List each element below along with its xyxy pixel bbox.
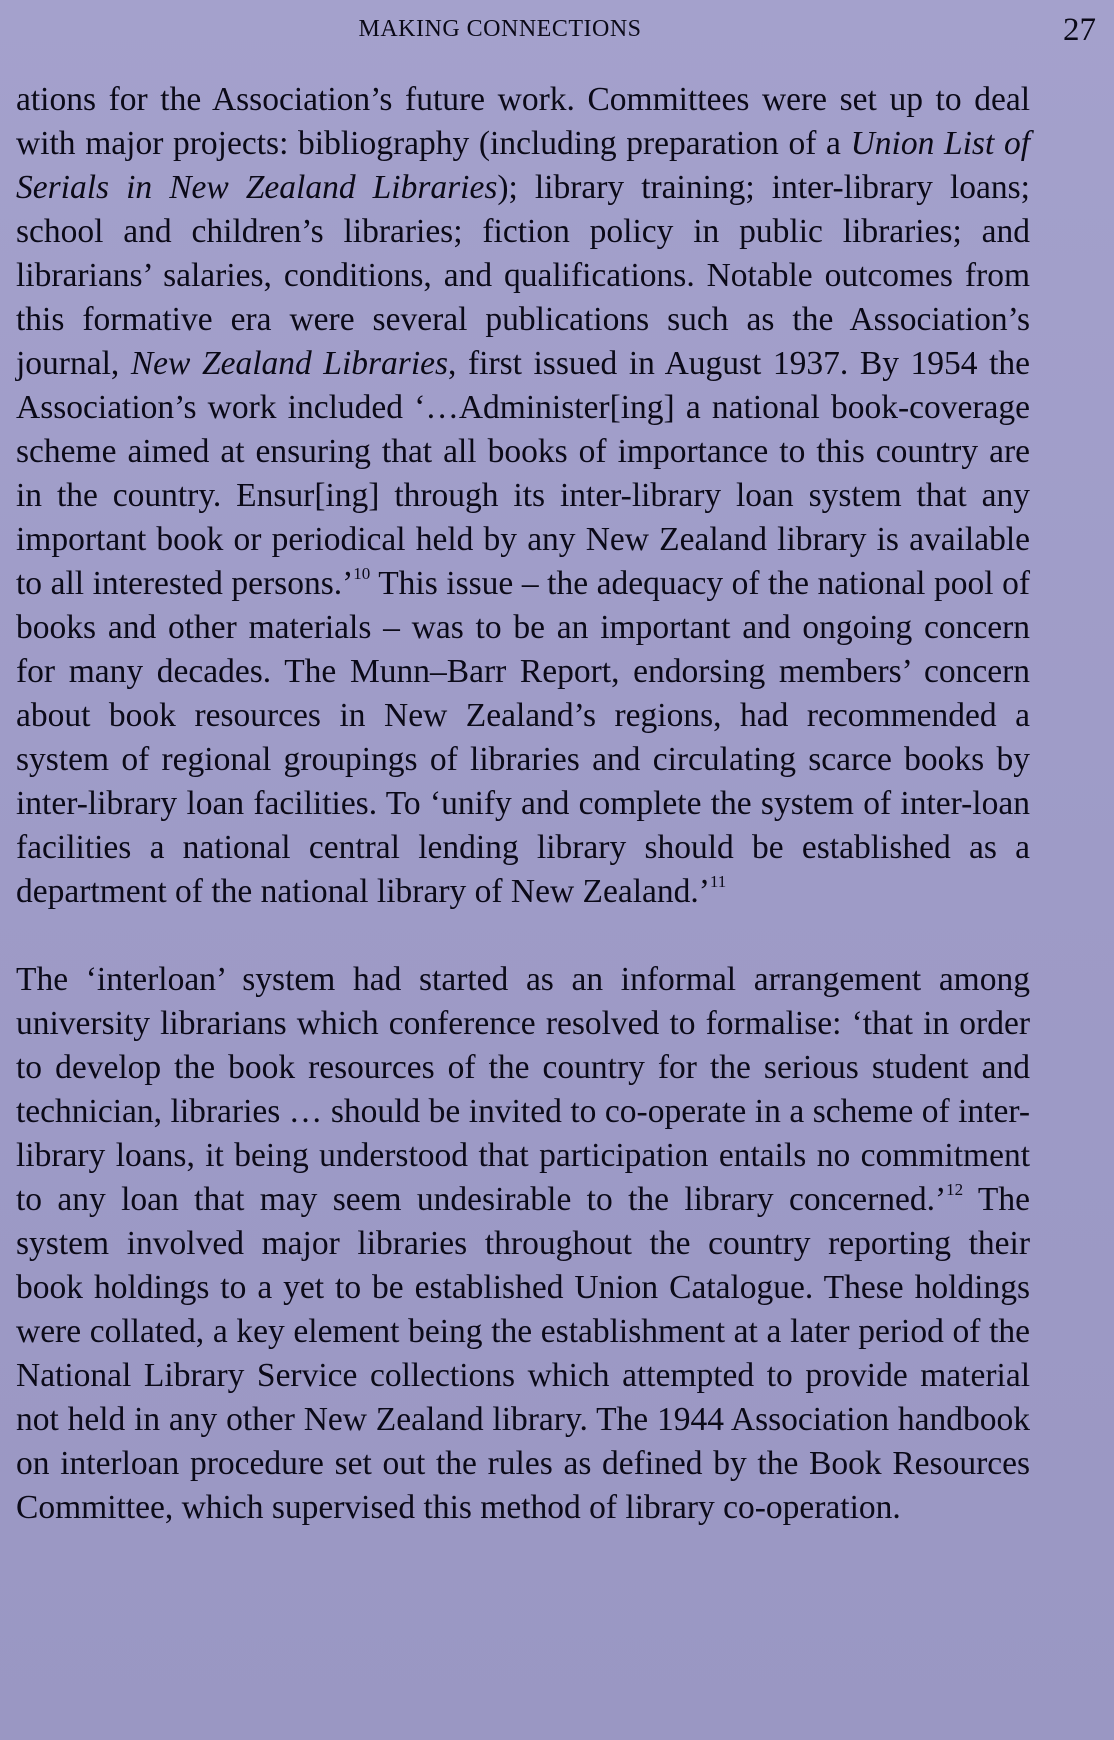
running-head: MAKING CONNECTIONS (358, 16, 642, 42)
paragraph-1 (16, 78, 1030, 914)
text-run: The ‘interloan’ system had started as an informal arrangement among university librarians which conference resolved to formalise: ‘that in order to develop the book resources of the country for the serious student and technician, libraries … should be invited to co-operate in a scheme of inter-library loans, it being understood that participation entails no commitment to any loan that may seem undesirable to the library concerned.’ (16, 961, 1030, 1218)
text-run: This issue – the adequacy of the national pool of books and other materials – was to be an important and ongoing concern for many decades. The Munn–Barr Report, endorsing members’ concern about book resources in New Zealand’s regions, had recommended a system of regional groupings of libraries and circulating scarce books by inter-library loan facilities. To ‘unify and complete the system of inter-loan facilities a national central lending library should be established as a department of the national library of New Zealand.’ (16, 565, 1030, 910)
italic-title-union-list: Union List of Serials in New Zealand Libraries (16, 125, 1030, 206)
footnote-ref-12: 12 (946, 1180, 964, 1199)
body-text (16, 78, 1030, 1530)
text-run: The system involved major libraries throughout the country reporting their book holdings to a yet to be established Union Catalogue. These holdings were collated, a key element being the establishment at a later period of the National Library Service collections which attempted to provide material not held in any other New Zealand library. The 1944 Association handbook on interloan procedure set out the rules as defined by the Book Resources Committee, which supervised this method of library co-operation. (16, 1181, 1030, 1526)
italic-title-journal: New Zealand Libraries (130, 345, 449, 382)
footnote-ref-10: 10 (353, 564, 371, 583)
paragraph-2 (16, 958, 1030, 1530)
text-run: ); library training; inter-library loans; school and children’s libraries; fiction policy in public libraries; and librarians’ salaries, conditions, and qualifications. Notable outcomes from this formative era were several publications such as the Association’s journal, (16, 169, 1030, 382)
text-run: ations for the Association’s future work. Committees were set up to deal with major projects: bibliography (including preparation of a (16, 81, 1030, 162)
footnote-ref-11: 11 (709, 872, 727, 891)
page-number: 27 (1063, 12, 1096, 48)
text-run: , first issued in August 1937. By 1954 the Association’s work included ‘…Administer[ing] a national book-coverage scheme aimed at ensuring that all books of importance to this country are in the country. Ensur[ing] through its inter-library loan system that any important book or periodical held by any New Zealand library is available to all interested persons.’ (16, 345, 1031, 602)
